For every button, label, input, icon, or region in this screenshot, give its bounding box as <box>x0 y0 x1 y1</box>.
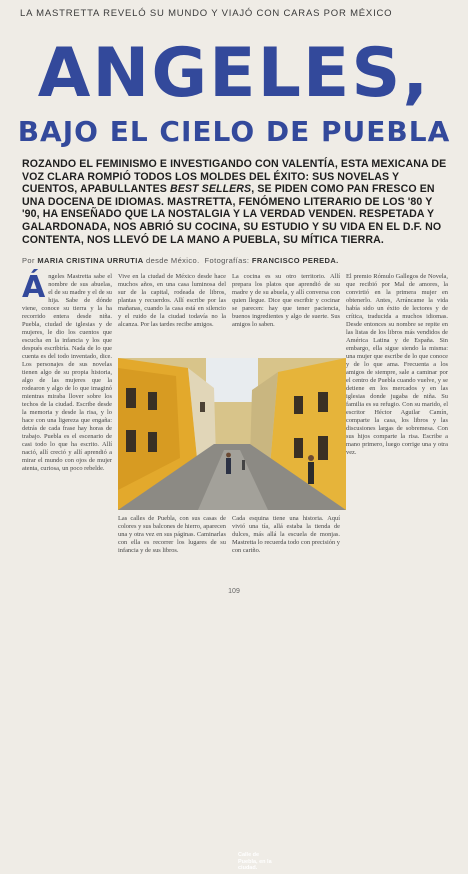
drop-cap: Á <box>22 270 46 305</box>
byline <box>22 256 448 265</box>
body-column-2: Vive en la ciudad de México desde hace muchos años, en una casa luminosa del sur de la capital, rodeada de libros, plantas y recuerdos. Allí escribe por las mañanas, cuando la casa está en silencio y el ruido de la ciudad todavía no la alcanza. Por las tardes recibe amigos. <box>118 273 226 328</box>
article-deck <box>22 158 448 246</box>
body-column-2-lower: Las calles de Puebla, con sus casas de colores y sus balcones de hierro, aparecen una y otra vez en sus páginas. Caminarlas con ella es recorrer los lugares de su infancia y de sus libros. <box>118 515 226 554</box>
body-column-1-text: ngeles Mastretta sabe el nombre de sus abuelas, el de su madre y el de su hija. Sabe de dónde viene, conoce su tierra y la ha recorrido entera desde niña. Puebla, ciudad de iglesias y de mujeres, le dio los cuentos que escucha en la infancia y los que después escribiría. Nada de lo que cuenta es del todo inventado, dice. Los personajes de sus novelas tienen algo de su propia historia, algo de las mujeres que la rodearon y algo de lo que imaginó mientras miraba llover sobre los techos de la ciudad. Escribe desde la memoria y desde la risa, y lo hace con una ligereza que engaña: detrás de cada frase hay horas de trabajo. Puebla es el escenario de casi todo lo que ha escrito. Allí nació, allí creció y allí aprendió a mirar el mundo con ojos de mujer atenta, curiosa, un poco rebelde. <box>22 273 112 472</box>
deck-text-part1: ROZANDO EL FEMINISMO E INVESTIGANDO CON VALENTÍA, ESTA MEXICANA DE VOZ CLARA ROMPIÓ TODOS LOS MOLDES DEL ÉXITO: SUS NOVELAS Y CUENTOS, APABULLANTES <box>22 158 447 196</box>
article-title: ANGELES, <box>37 34 431 113</box>
byline-label-photos: Fotografías: <box>204 256 250 265</box>
byline-label-by: Por <box>22 256 35 265</box>
photo-caption: Calle de Puebla, en la ciudad. <box>238 852 272 871</box>
byline-photographer: FRANCISCO PEREDA. <box>251 256 339 265</box>
body-column-3-lower: Cada esquina tiene una historia. Aquí vivió una tía, allá estaba la tienda de dulces, más allá la escuela de monjas. Mastretta lo recuerda todo con precisión y con cariño. <box>232 515 340 554</box>
body-column-3: La cocina es su otro territorio. Allí prepara los platos que aprendió de su madre y de su abuela, y allí conversa con quien llegue. Dice que escribir y cocinar se parecen: hay que tener paciencia, buenos ingredientes y algo de suerte. Sus amigos lo saben. <box>232 273 340 328</box>
page-number: 109 <box>228 588 240 595</box>
section-kicker: LA MASTRETTA REVELÓ SU MUNDO Y VIAJÓ CON CARAS POR MÉXICO <box>20 8 393 19</box>
street-scene-illustration <box>118 358 346 510</box>
deck-italic: BEST SELLERS <box>169 183 252 196</box>
byline-author: MARIA CRISTINA URRUTIA <box>37 256 144 265</box>
body-column-1 <box>22 270 112 591</box>
byline-location: desde México. <box>146 256 200 265</box>
body-column-4: El premio Rómulo Gallegos de Novela, que recibió por Mal de amores, la convirtió en la primera mujer en obtenerlo. Antes, Arráncame la vida había sido un éxito de lectores y de crítica, traducida a muchos idiomas. Desde entonces su nombre se repite en las listas de los libros más vendidos de América Latina y de España. Sin embargo, ella sigue siendo la misma: una mujer que escribe de lo que conoce y de lo que ama. Frecuenta a los amigos de siempre, sale a caminar por el centro de Puebla cuando vuelve, y se detiene en los mercados y en las iglesias donde jugaba de niña. Su familia es su refugio. Con su marido, el escritor Héctor Aguilar Camín, comparte la casa, los libros y las discusiones largas de sobremesa. Con sus hijos comparte la risa. Escribe a mano primero, luego corrige una y otra vez. <box>346 273 448 456</box>
deck-text-part2: , SE PIDEN COMO PAN FRESCO EN UNA DOCENA DE IDIOMAS. MASTRETTA, FENÓMENO LITERARIO DE LOS '80 Y '90, HA ENSEÑADO QUE LA NOSTALGIA Y LA VERDAD VENDEN. RESPETADA Y GALARDONADA, NOS ABRIÓ SU COCINA, SU ESTUDIO Y SU VIDA EN EL D.F. NO CONTENTA, NOS LLEVÓ DE LA MANO A PUEBLA, SU MÍTICA TIERRA. <box>22 183 442 246</box>
article-subtitle: BAJO EL CIELO DE PUEBLA <box>17 115 451 148</box>
